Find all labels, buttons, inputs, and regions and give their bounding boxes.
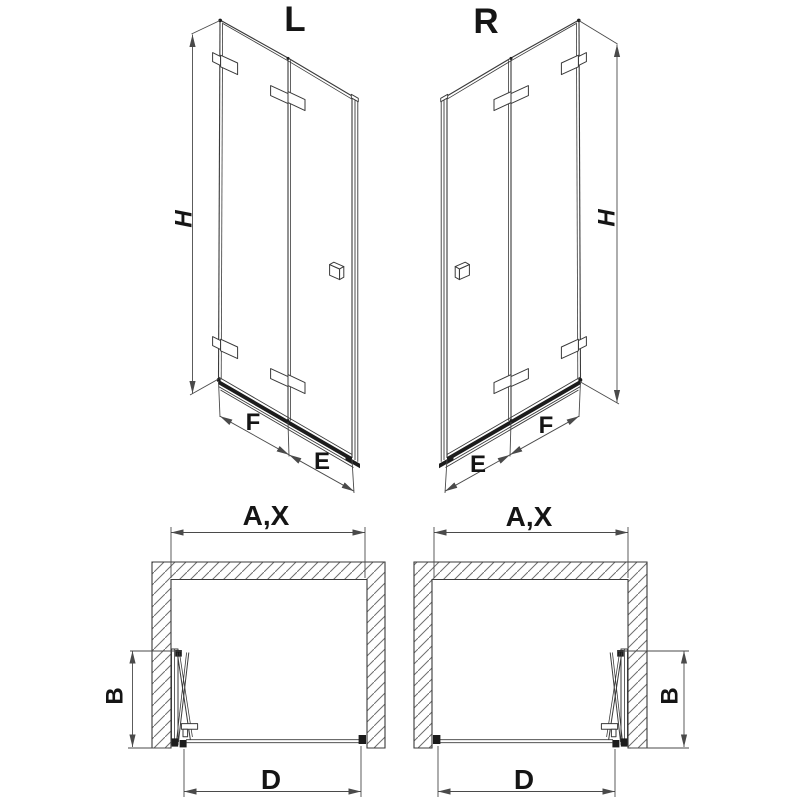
dim-label-d-left: D	[260, 764, 282, 795]
door-knob	[330, 262, 344, 279]
variant-label-left: L	[284, 0, 306, 39]
wall-hinge-bottom	[213, 337, 238, 359]
dim-label-f-right: F	[538, 412, 554, 439]
bottom-rail	[218, 380, 352, 462]
dim-label-e-right: E	[469, 451, 487, 478]
dim-label-e-left: E	[313, 448, 331, 475]
dim-label-d-right: D	[513, 764, 535, 795]
dim-label-b-right: B	[656, 687, 684, 705]
wall-hinge-top	[213, 53, 238, 75]
dim-label-height-right: H	[593, 209, 621, 227]
dim-label-b-left: B	[101, 687, 129, 705]
dim-label-height-left: H	[170, 210, 198, 228]
dim-label-ax-left: A,X	[242, 500, 290, 531]
bifold-door-elevation-left	[213, 19, 360, 493]
bifold-door-elevation-right	[439, 19, 586, 493]
dim-label-ax-right: A,X	[505, 501, 553, 532]
handle-plan	[181, 724, 197, 730]
variant-label-right: R	[473, 2, 499, 41]
left-glass-edge	[219, 20, 221, 379]
dim-label-f-left: F	[245, 409, 261, 436]
